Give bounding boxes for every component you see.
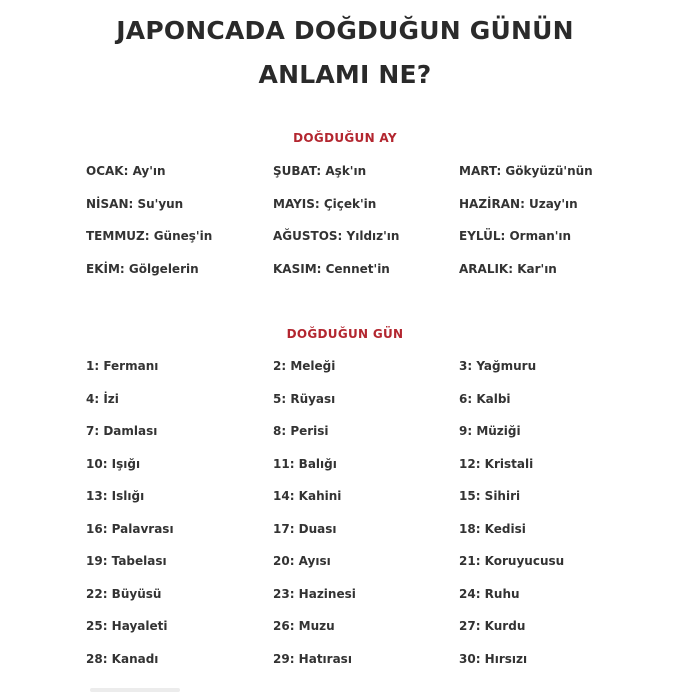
page-title-line-1: JAPONCADA DOĞDUĞUN GÜNÜN: [116, 16, 574, 45]
day-item: 14: Kahini: [273, 489, 342, 503]
month-item: OCAK: Ay'ın: [86, 164, 166, 178]
month-item: EYLÜL: Orman'ın: [459, 229, 572, 243]
month-item: EKİM: Gölgelerin: [86, 261, 199, 276]
day-item: 17: Duası: [273, 521, 337, 536]
month-item: TEMMUZ: Güneş'in: [86, 229, 213, 243]
day-item: 13: Islığı: [86, 489, 145, 503]
month-item: ŞUBAT: Aşk'ın: [273, 164, 367, 178]
days-section-heading: DOĞDUĞUN GÜN: [286, 327, 404, 341]
month-item: MART: Gökyüzü'nün: [459, 164, 593, 178]
day-item: 29: Hatırası: [273, 651, 352, 666]
day-item: 15: Sihiri: [459, 489, 521, 503]
day-item: 21: Koruyucusu: [459, 554, 565, 568]
month-item: AĞUSTOS: Yıldız'ın: [273, 229, 400, 243]
month-item: HAZİRAN: Uzay'ın: [459, 196, 578, 211]
month-item: NİSAN: Su'yun: [86, 196, 184, 211]
day-item: 6: Kalbi: [459, 391, 511, 406]
day-item: 27: Kurdu: [459, 619, 526, 633]
day-item: 19: Tabelası: [86, 554, 167, 568]
day-item: 11: Balığı: [273, 456, 337, 471]
day-item: 28: Kanadı: [86, 651, 159, 666]
day-item: 22: Büyüsü: [86, 586, 162, 601]
day-item: 8: Perisi: [273, 424, 329, 438]
day-item: 4: İzi: [86, 391, 119, 406]
day-item: 5: Rüyası: [273, 391, 336, 406]
days-grid: [86, 358, 646, 683]
day-item: 24: Ruhu: [459, 586, 520, 601]
month-item: ARALIK: Kar'ın: [459, 261, 557, 276]
day-item: 16: Palavrası: [86, 521, 174, 536]
day-item: 7: Damlası: [86, 424, 158, 438]
month-item: KASIM: Cennet'in: [273, 261, 390, 276]
day-item: 10: Işığı: [86, 456, 141, 471]
months-grid: [86, 163, 646, 293]
month-item: MAYIS: Çiçek'in: [273, 196, 377, 211]
months-section-heading: DOĞDUĞUN AY: [293, 131, 397, 145]
day-item: 30: Hırsızı: [459, 651, 528, 666]
day-item: 9: Müziği: [459, 424, 521, 438]
day-item: 1: Fermanı: [86, 359, 159, 373]
day-item: 2: Meleği: [273, 359, 336, 373]
day-item: 18: Kedisi: [459, 521, 526, 536]
day-item: 23: Hazinesi: [273, 586, 356, 601]
faint-footer-watermark: [90, 688, 180, 692]
day-item: 25: Hayaleti: [86, 619, 168, 633]
day-item: 12: Kristali: [459, 456, 534, 471]
day-item: 20: Ayısı: [273, 554, 331, 568]
page-title-line-2: ANLAMI NE?: [258, 60, 432, 89]
day-item: 26: Muzu: [273, 619, 335, 633]
day-item: 3: Yağmuru: [459, 359, 537, 373]
